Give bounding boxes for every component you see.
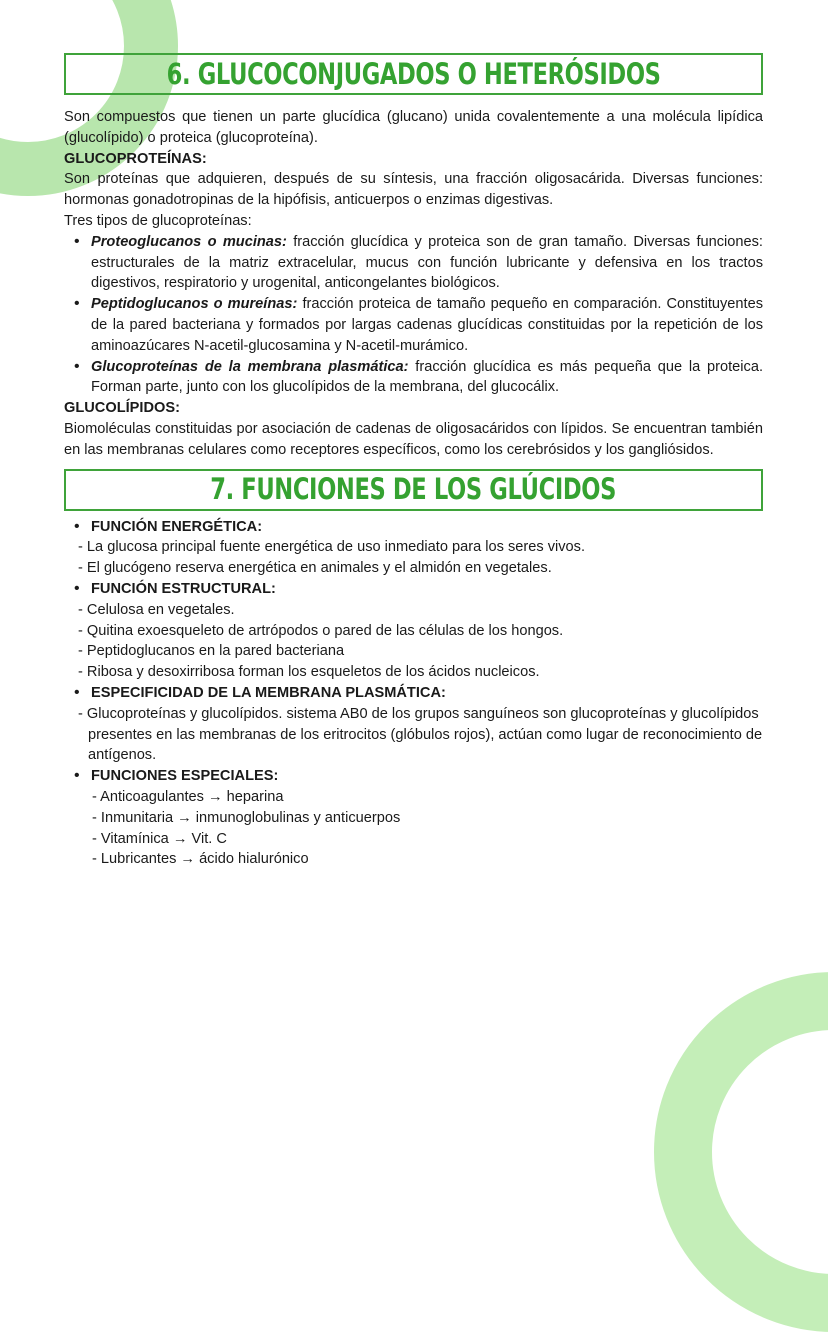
list-item: - Quitina exoesqueleto de artrópodos o pared de las células de los hongos. [78, 622, 564, 639]
list-item: - Inmunitaria → inmunoglobulinas y anticuerpos [92, 809, 401, 826]
section-6-intro: Son compuestos que tienen un parte glucídica (glucano) unida covalentemente a una molécula lipídica (glucolípido) o proteica (glucoproteína). [64, 109, 763, 146]
list-item: - La glucosa principal fuente energética de uso inmediato para los seres vivos. [78, 539, 586, 556]
list-item: - El glucógeno reserva energética en animales y el almidón en vegetales. [78, 560, 552, 577]
list-item: - Ribosa y desoxirribosa forman los esqueletos de los ácidos nucleicos. [78, 664, 540, 681]
list-item: - Peptidoglucanos en la pared bacteriana [78, 643, 345, 660]
list-item [78, 683, 763, 766]
list-item: - Vitamínica → Vit. C [92, 830, 227, 847]
list-item [91, 232, 763, 294]
list-item [78, 579, 763, 683]
list-item: - Lubricantes → ácido hialurónico [92, 851, 309, 868]
funcion-title: ESPECIFICIDAD DE LA MEMBRANA PLASMÁTICA: [91, 684, 446, 701]
funcion-title: FUNCIÓN ENERGÉTICA: [91, 518, 263, 535]
type-text: fracción glucídica es más pequeña que la proteica. Forman parte, junto con los glucolípidos de la membrana, del glucocálix. [91, 358, 763, 396]
glucolipidos-title: GLUCOLÍPIDOS: [64, 400, 180, 417]
type-term: Peptidoglucanos o mureínas: [91, 296, 298, 313]
section-6-heading [64, 53, 763, 95]
glucolipidos-text: Biomoléculas constituidas por asociación de cadenas de oligosacáridos con lípidos. Se encuentran también en las membranas celulares como receptores específicos, como los cerebrósidos y los gangliósidos. [64, 420, 763, 458]
document-page [64, 53, 763, 870]
list-item: - Glucoproteínas y glucolípidos. sistema AB0 de los grupos sanguíneos son glucoproteínas y glucolípidos presentes en las membranas de los eritrocitos (glóbulos rojos), actúan como lugar de reconocimiento de antígenos. [78, 705, 763, 764]
type-text: fracción glucídica y proteica son de gran tamaño. Diversas funciones: estructurales de la matriz extracelular, mucus con función lubricante y defensiva en los tractos digestivos, respiratorio y urogenital, anticongelantes biológicos. [91, 233, 763, 292]
type-term: Proteoglucanos o mucinas: [91, 233, 287, 250]
type-term: Glucoproteínas de la membrana plasmática: [91, 358, 409, 375]
list-item [91, 766, 763, 870]
tipos-intro: Tres tipos de glucoproteínas: [64, 212, 252, 229]
section-7-title: 7. FUNCIONES DE LOS GLÚCIDOS [210, 472, 617, 507]
decorative-circle-bottom-right [654, 972, 828, 1332]
funcion-title: FUNCIONES ESPECIALES: [91, 768, 279, 785]
glucoproteinas-types-list [64, 232, 763, 398]
funcion-sublist [64, 704, 763, 766]
funcion-sublist [64, 600, 763, 683]
list-item: - Celulosa en vegetales. [78, 601, 235, 618]
funcion-title: FUNCIÓN ESTRUCTURAL: [91, 580, 276, 597]
section-7-heading [64, 469, 763, 511]
list-item: - Anticoagulantes → heparina [92, 788, 284, 805]
funcion-sublist [64, 537, 763, 579]
funcion-sublist [64, 787, 763, 870]
type-text: fracción proteica de tamaño pequeño en comparación. Constituyentes de la pared bacteriana y formados por largas cadenas glucídicas constituidas por la repetición de los aminoazúcares N-acetil-glucosamina y N-acetil-murámico. [91, 296, 764, 354]
list-item [91, 294, 763, 356]
funciones-list [64, 517, 763, 871]
list-item [91, 357, 763, 399]
glucoproteinas-title: GLUCOPROTEÍNAS: [64, 150, 207, 167]
list-item [78, 517, 763, 579]
section-6-title: 6. GLUCOCONJUGADOS O HETERÓSIDOS [166, 56, 661, 91]
glucoproteinas-text: Son proteínas que adquieren, después de su síntesis, una fracción oligosacárida. Diversas funciones: hormonas gonadotropinas de la hipófisis, anticuerpos o enzimas digestivas. [64, 171, 763, 209]
